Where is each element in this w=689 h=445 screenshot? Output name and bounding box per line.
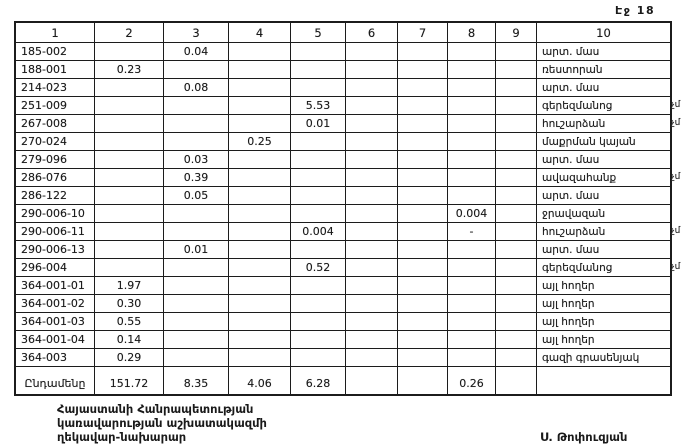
value-cell [95, 151, 164, 168]
value-cell [448, 331, 496, 348]
table-body [16, 43, 681, 367]
value-cell [164, 295, 229, 312]
value-cell [496, 151, 537, 168]
column-header: 5 [291, 23, 346, 42]
value-cell: 0.29 [95, 349, 164, 366]
parcel-id-cell: 364-003 [16, 349, 95, 366]
value-cell [164, 133, 229, 150]
value-cell [496, 295, 537, 312]
value-cell: 0.30 [95, 295, 164, 312]
value-cell [496, 187, 537, 204]
value-cell [496, 169, 537, 186]
value-cell [496, 205, 537, 222]
value-cell [164, 313, 229, 330]
value-cell: 0.39 [164, 169, 229, 186]
parcel-id-cell: 364-001-04 [16, 331, 95, 348]
total-cell: 4.06 [229, 367, 291, 394]
value-cell [346, 349, 398, 366]
parcel-id-cell: 188-001 [16, 61, 95, 78]
value-cell [346, 259, 398, 276]
value-cell [398, 97, 448, 114]
value-cell [346, 277, 398, 294]
value-cell [164, 331, 229, 348]
value-cell [229, 241, 291, 258]
table-row [16, 205, 670, 223]
parcel-id-cell: 290-006-11 [16, 223, 95, 240]
value-cell [346, 43, 398, 60]
value-cell [346, 151, 398, 168]
value-cell [95, 133, 164, 150]
table-row [16, 313, 670, 331]
value-cell: 1.97 [95, 277, 164, 294]
value-cell [496, 61, 537, 78]
land-use-cell: ջրավազան [542, 207, 606, 220]
value-cell [291, 151, 346, 168]
value-cell [448, 295, 496, 312]
value-cell: 0.004 [291, 223, 346, 240]
land-use-cell: այլ հողեր [542, 315, 595, 328]
value-cell [448, 259, 496, 276]
value-cell [448, 133, 496, 150]
parcel-id-cell: 364-001-01 [16, 277, 95, 294]
value-cell [291, 169, 346, 186]
total-cell [398, 367, 448, 394]
value-cell [346, 115, 398, 132]
value-cell: 0.14 [95, 331, 164, 348]
page-number-label: Էջ 18 [615, 4, 656, 17]
value-cell [229, 79, 291, 96]
total-cell: 151.72 [95, 367, 164, 394]
value-cell [346, 241, 398, 258]
margin-note: չմ [671, 118, 681, 128]
value-cell [95, 97, 164, 114]
value-cell [496, 115, 537, 132]
table-total-row [16, 367, 670, 394]
value-cell [164, 223, 229, 240]
value-cell [95, 169, 164, 186]
margin-note: չմ [671, 172, 681, 182]
land-use-cell: գազի գրասենյակ [542, 351, 640, 364]
land-use-cell: ավազահանք [542, 171, 617, 184]
footer-line-1: Հայաստանի Հանրապետության [57, 402, 254, 416]
value-cell [448, 151, 496, 168]
table-row [16, 97, 681, 115]
value-cell [346, 187, 398, 204]
land-use-cell: արտ. մաս [542, 189, 600, 202]
value-cell [398, 241, 448, 258]
value-cell [448, 313, 496, 330]
parcel-id-cell: 290-006-10 [16, 205, 95, 222]
value-cell [346, 205, 398, 222]
value-cell: 0.55 [95, 313, 164, 330]
value-cell [95, 205, 164, 222]
value-cell [164, 115, 229, 132]
value-cell [496, 331, 537, 348]
value-cell [346, 97, 398, 114]
footer-line-2: կառավարության աշխատակազմի [57, 416, 267, 430]
table-row [16, 169, 681, 187]
value-cell [496, 43, 537, 60]
value-cell [291, 79, 346, 96]
footer-office-block [57, 402, 267, 444]
value-cell [346, 223, 398, 240]
value-cell [496, 223, 537, 240]
value-cell [229, 295, 291, 312]
column-header: 1 [16, 23, 95, 42]
table-row [16, 61, 670, 79]
value-cell [346, 61, 398, 78]
value-cell [448, 349, 496, 366]
value-cell [346, 169, 398, 186]
value-cell [164, 349, 229, 366]
value-cell [496, 277, 537, 294]
parcel-id-cell: 185-002 [16, 43, 95, 60]
value-cell: 0.05 [164, 187, 229, 204]
value-cell [291, 331, 346, 348]
value-cell: 0.01 [164, 241, 229, 258]
value-cell [448, 115, 496, 132]
value-cell [291, 187, 346, 204]
land-use-cell: ռեստորան [542, 63, 603, 76]
signatory-name: Ս. Թոփուզյան [540, 430, 628, 444]
column-header: 7 [398, 23, 448, 42]
column-header: 8 [448, 23, 496, 42]
margin-note: չմ [671, 226, 681, 236]
value-cell [346, 331, 398, 348]
value-cell [164, 259, 229, 276]
value-cell [95, 187, 164, 204]
value-cell [346, 295, 398, 312]
value-cell [164, 277, 229, 294]
value-cell [229, 151, 291, 168]
value-cell: 0.03 [164, 151, 229, 168]
value-cell: 0.004 [448, 205, 496, 222]
value-cell [346, 133, 398, 150]
value-cell [95, 115, 164, 132]
value-cell [448, 79, 496, 96]
value-cell [398, 223, 448, 240]
column-header: 3 [164, 23, 229, 42]
value-cell: 0.04 [164, 43, 229, 60]
margin-note: չմ [671, 100, 681, 110]
total-label: Ընդամենը [16, 367, 95, 394]
land-use-cell: այլ հողեր [542, 297, 595, 310]
value-cell [398, 79, 448, 96]
parcel-id-cell: 267-008 [16, 115, 95, 132]
land-use-cell: արտ. մաս [542, 45, 600, 58]
value-cell [95, 259, 164, 276]
land-parcel-table [14, 21, 681, 396]
table-row [16, 241, 670, 259]
value-cell: - [448, 223, 496, 240]
value-cell [496, 79, 537, 96]
value-cell [448, 97, 496, 114]
value-cell [95, 79, 164, 96]
value-cell [229, 259, 291, 276]
value-cell [398, 169, 448, 186]
table-row [16, 259, 681, 277]
table-row [16, 151, 670, 169]
value-cell [229, 43, 291, 60]
value-cell [229, 97, 291, 114]
value-cell [346, 313, 398, 330]
value-cell [229, 115, 291, 132]
value-cell [398, 259, 448, 276]
value-cell [229, 205, 291, 222]
value-cell [291, 205, 346, 222]
value-cell [95, 43, 164, 60]
value-cell [496, 133, 537, 150]
value-cell [448, 61, 496, 78]
value-cell [398, 331, 448, 348]
parcel-id-cell: 296-004 [16, 259, 95, 276]
table-row [16, 223, 681, 241]
value-cell [291, 241, 346, 258]
column-header: 6 [346, 23, 398, 42]
table-row [16, 133, 670, 151]
parcel-id-cell: 251-009 [16, 97, 95, 114]
table-row [16, 115, 681, 133]
value-cell: 0.23 [95, 61, 164, 78]
column-header: 10 [596, 25, 611, 40]
table-row [16, 349, 670, 367]
value-cell: 0.01 [291, 115, 346, 132]
total-cell: 0.26 [448, 367, 496, 394]
value-cell [229, 277, 291, 294]
land-use-cell: մաքրման կայան [542, 135, 636, 148]
value-cell: 0.52 [291, 259, 346, 276]
value-cell [229, 169, 291, 186]
land-use-cell: այլ հողեր [542, 333, 595, 346]
table-header-row [16, 23, 670, 43]
parcel-id-cell: 364-001-02 [16, 295, 95, 312]
land-use-cell: արտ. մաս [542, 153, 600, 166]
table-row [16, 43, 670, 61]
total-cell: 6.28 [291, 367, 346, 394]
column-header: 9 [496, 23, 537, 42]
value-cell [346, 79, 398, 96]
parcel-id-cell: 364-001-03 [16, 313, 95, 330]
parcel-id-cell: 279-096 [16, 151, 95, 168]
value-cell [164, 205, 229, 222]
value-cell [496, 97, 537, 114]
value-cell [448, 241, 496, 258]
value-cell [398, 295, 448, 312]
table-row [16, 331, 670, 349]
value-cell [398, 277, 448, 294]
total-cell [496, 367, 537, 394]
value-cell [448, 169, 496, 186]
value-cell [398, 205, 448, 222]
value-cell [448, 277, 496, 294]
value-cell [291, 133, 346, 150]
value-cell [291, 43, 346, 60]
value-cell [398, 43, 448, 60]
land-use-cell: արտ. մաս [542, 81, 600, 94]
value-cell [496, 241, 537, 258]
table-row [16, 295, 670, 313]
land-use-cell: գերեզմանոց [542, 99, 613, 112]
column-header: 2 [95, 23, 164, 42]
table-row [16, 79, 670, 97]
value-cell [229, 331, 291, 348]
parcel-id-cell: 286-122 [16, 187, 95, 204]
value-cell [229, 313, 291, 330]
total-cell [537, 367, 670, 394]
table-row [16, 277, 670, 295]
value-cell [164, 97, 229, 114]
total-cell: 8.35 [164, 367, 229, 394]
total-cell [346, 367, 398, 394]
value-cell: 0.08 [164, 79, 229, 96]
parcel-id-cell: 214-023 [16, 79, 95, 96]
table-row [16, 187, 670, 205]
value-cell [95, 223, 164, 240]
value-cell [164, 61, 229, 78]
value-cell [398, 313, 448, 330]
parcel-id-cell: 286-076 [16, 169, 95, 186]
value-cell [229, 187, 291, 204]
land-use-cell: հուշարձան [542, 117, 606, 130]
parcel-id-cell: 270-024 [16, 133, 95, 150]
parcel-id-cell: 290-006-13 [16, 241, 95, 258]
value-cell [229, 349, 291, 366]
value-cell [291, 295, 346, 312]
value-cell [398, 151, 448, 168]
value-cell: 0.25 [229, 133, 291, 150]
land-use-cell: գերեզմանոց [542, 261, 613, 274]
value-cell [398, 187, 448, 204]
land-use-cell: արտ. մաս [542, 243, 600, 256]
value-cell [448, 187, 496, 204]
land-use-cell: այլ հողեր [542, 279, 595, 292]
value-cell [291, 61, 346, 78]
value-cell [95, 241, 164, 258]
value-cell [496, 259, 537, 276]
land-use-cell: հուշարձան [542, 225, 606, 238]
column-header: 4 [229, 23, 291, 42]
value-cell [229, 61, 291, 78]
footer-line-3: ղեկավար-նախարար [57, 430, 187, 444]
value-cell [496, 313, 537, 330]
value-cell [398, 349, 448, 366]
margin-note: չմ [671, 262, 681, 272]
value-cell [291, 277, 346, 294]
value-cell [291, 349, 346, 366]
value-cell [291, 313, 346, 330]
value-cell [398, 61, 448, 78]
value-cell [398, 115, 448, 132]
value-cell: 5.53 [291, 97, 346, 114]
value-cell [398, 133, 448, 150]
value-cell [448, 43, 496, 60]
value-cell [496, 349, 537, 366]
value-cell [229, 223, 291, 240]
